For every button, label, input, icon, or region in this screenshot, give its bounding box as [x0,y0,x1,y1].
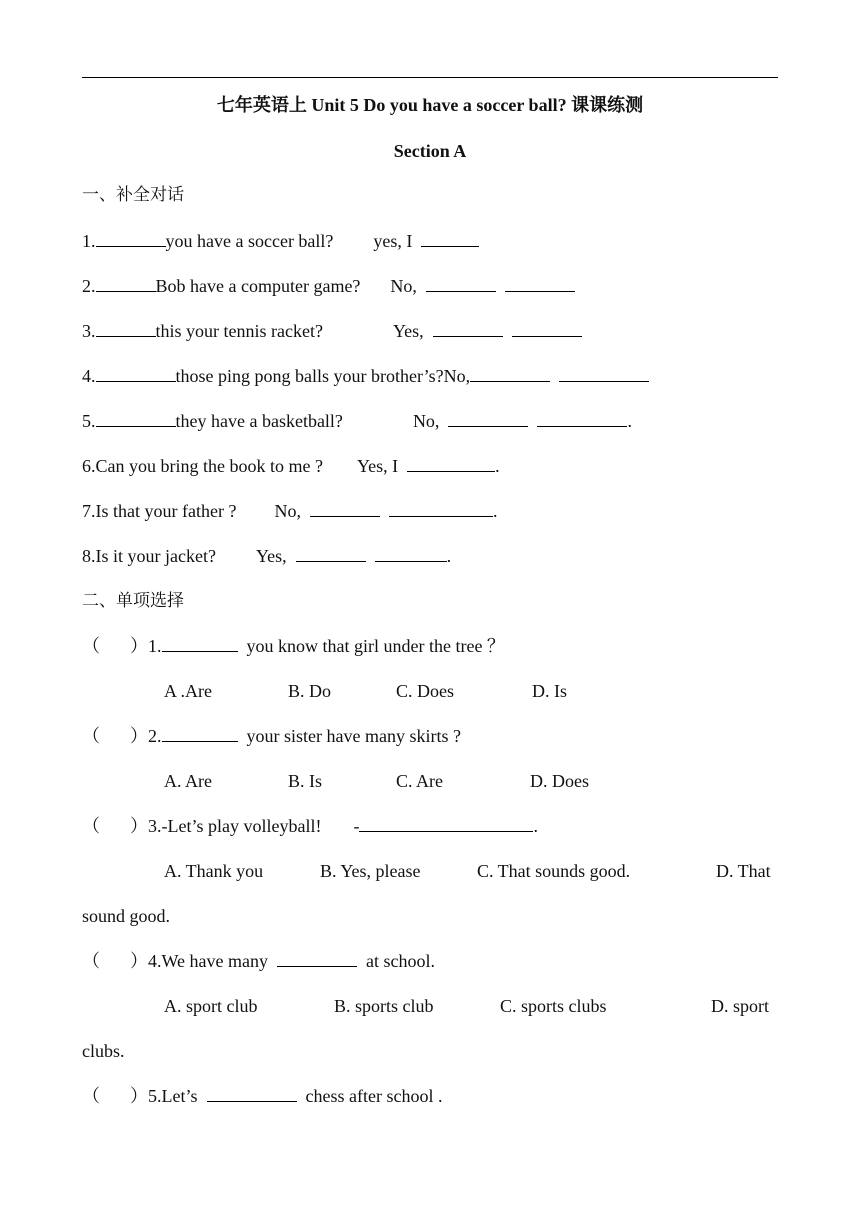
question-4: （ ）4.We have many at school. [82,951,436,971]
question-3: （ ）3.-Let’s play volleyball! - . [82,816,538,836]
option-c: C. Does [396,681,454,701]
dialog-item-1: 1. you have a soccer ball? yes, I [82,230,479,252]
question-2: （ ）2. your sister have many skirts ? [82,726,461,746]
option-d: D. sport [711,996,769,1016]
question-1: （ ）1. you know that girl under the tree ？ [82,636,505,656]
option-d: D. Does [530,771,589,791]
option-b: B. Do [288,681,332,701]
dialog-item-5: 5. they have a basketball? No, . [82,411,632,431]
option-a: A. Thank you [164,861,264,881]
option-b: B. Yes, please [320,861,421,881]
option-b: B. sports club [334,996,434,1016]
question-4-wrap: clubs. [82,1041,125,1061]
question-3-wrap: sound good. [82,906,171,926]
dialog-item-6: 6.Can you bring the book to me ? Yes, I . [82,456,500,476]
part2-heading: 二、单项选择 [82,591,184,611]
dialog-item-2: 2. Bob have a computer game? No, [82,275,575,297]
option-d: D. That [716,861,771,881]
page-title: 七年英语上 Unit 5 Do you have a soccer ball? 课课练测 [216,95,644,115]
answer-blank [421,231,479,247]
part1-heading: 一、补全对话 [82,185,184,205]
option-b: B. Is [288,771,323,791]
option-a: A. sport club [164,996,258,1016]
dialog-item-4: 4. those ping pong balls your brother’s?No, [82,365,649,387]
question-5: （ ）5.Let’s chess after school . [82,1086,443,1106]
option-c: C. sports clubs [500,996,607,1016]
header-rule [82,77,778,78]
option-a: A .Are [164,681,212,701]
dialog-item-7: 7.Is that your father ? No, . [82,501,498,521]
dialog-item-8: 8.Is it your jacket? Yes, . [82,546,452,566]
dialog-item-3: 3. this your tennis racket? Yes, [82,320,582,342]
option-c: C. Are [396,771,443,791]
option-c: C. That sounds good. [477,861,631,881]
section-title: Section A [393,141,467,161]
option-a: A. Are [164,771,212,791]
option-d: D. Is [532,681,567,701]
